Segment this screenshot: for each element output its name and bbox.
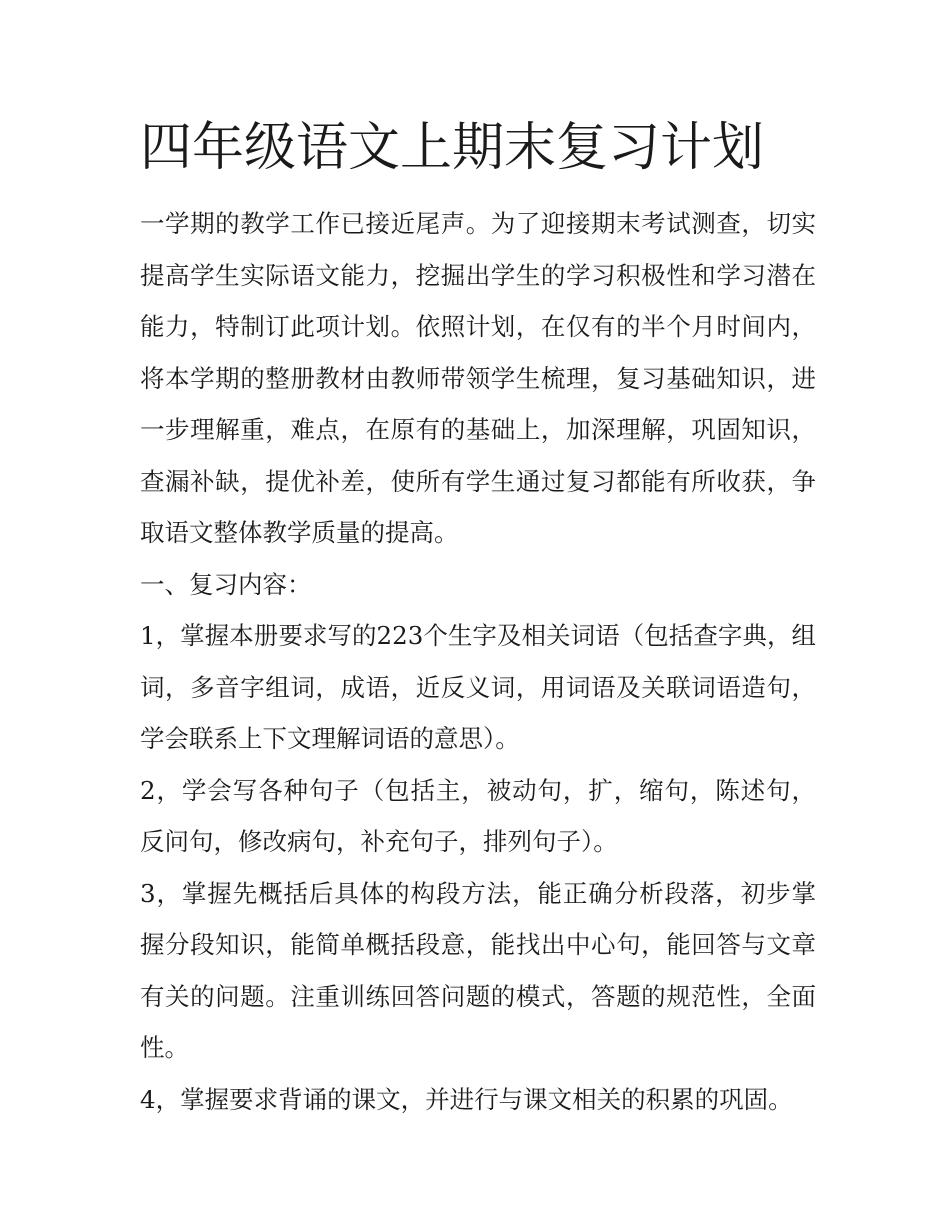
section-heading: 一、复习内容： (140, 569, 312, 599)
intro-paragraph: 一学期的教学工作已接近尾声。为了迎接期末考试测查，切实提高学生实际语文能力，挖掘出学生的学习积极性和学习潜在能力，特制订此项计划。依照计划，在仅有的半个月时间内，将本学期的整册教材由教师带领学生梳理，复习基础知识，进一步理解重，难点，在原有的基础上，加深理解，巩固知识，查漏补缺，提优补差，使所有学生通过复习都能有所收获，争取语文整体教学质量的提高。 (140, 209, 816, 547)
list-item: 1，掌握本册要求写的223个生字及相关词语（包括查字典，组词，多音字组词，成语，近反义词，用词语及关联词语造句，学会联系上下文理解词语的意思）。 (140, 621, 816, 753)
list-item: 4，掌握要求背诵的课文，并进行与课文相关的积累的巩固。 (140, 1084, 793, 1114)
document-title: 四年级语文上期末复习计划 (140, 118, 765, 178)
list-item: 2，学会写各种句子（包括主，被动句，扩，缩句，陈述句，反问句，修改病句，补充句子，排列句子）。 (140, 775, 816, 856)
document-body (140, 198, 816, 1125)
list-item: 3，掌握先概括后具体的构段方法，能正确分析段落，初步掌握分段知识，能简单概括段意，能找出中心句，能回答与文章有关的问题。注重训练回答问题的模式，答题的规范性，全面性。 (140, 878, 816, 1062)
